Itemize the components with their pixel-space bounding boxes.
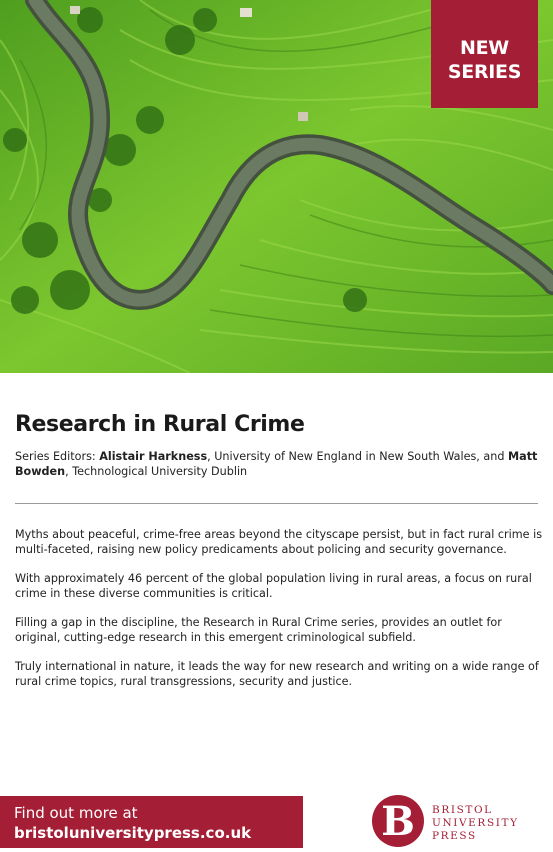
cta-line1: Find out more at <box>14 804 138 822</box>
badge-line2: SERIES <box>447 61 522 83</box>
editor-affiliation-1: , University of New England in New South Wales, and <box>207 450 509 463</box>
editor-affiliation-2: , Technological University Dublin <box>65 465 248 478</box>
publisher-name <box>432 804 519 843</box>
editor-name-2: Matt Bowden <box>15 450 538 478</box>
editor-name-1: Alistair Harkness <box>99 450 208 463</box>
publisher-monogram-icon <box>368 794 432 848</box>
series-editors <box>15 449 543 479</box>
description-paragraph-1: Myths about peaceful, crime-free areas beyond the cityscape persist, but in fact rural crime is multi-faceted, raising new policy predicaments about policing and security governance. <box>15 528 543 556</box>
publisher-line1: BRISTOL <box>432 804 493 816</box>
description-paragraph-4: Truly international in nature, it leads the way for new research and writing on a wide range of rural crime topics, rural transgressions, security and justice. <box>15 660 539 688</box>
editors-prefix: Series Editors: <box>15 450 100 463</box>
find-out-more-banner[interactable] <box>0 796 303 848</box>
series-title: Research in Rural Crime <box>15 412 305 437</box>
monogram-letter: B <box>381 798 415 845</box>
website-link[interactable]: bristoluniversitypress.co.uk <box>14 824 252 842</box>
new-series-badge <box>431 0 538 108</box>
description-paragraph-2: With approximately 46 percent of the global population living in rural areas, a focus on rural crime in these diverse communities is critical. <box>15 572 532 600</box>
divider <box>15 503 538 504</box>
badge-line1: NEW <box>460 37 509 59</box>
publisher-line2: UNIVERSITY <box>432 817 519 829</box>
description-paragraph-3: Filling a gap in the discipline, the Research in Rural Crime series, provides an outlet for original, cutting-edge research in this emergent criminological subfield. <box>15 616 502 644</box>
publisher-line3: PRESS <box>432 830 477 842</box>
